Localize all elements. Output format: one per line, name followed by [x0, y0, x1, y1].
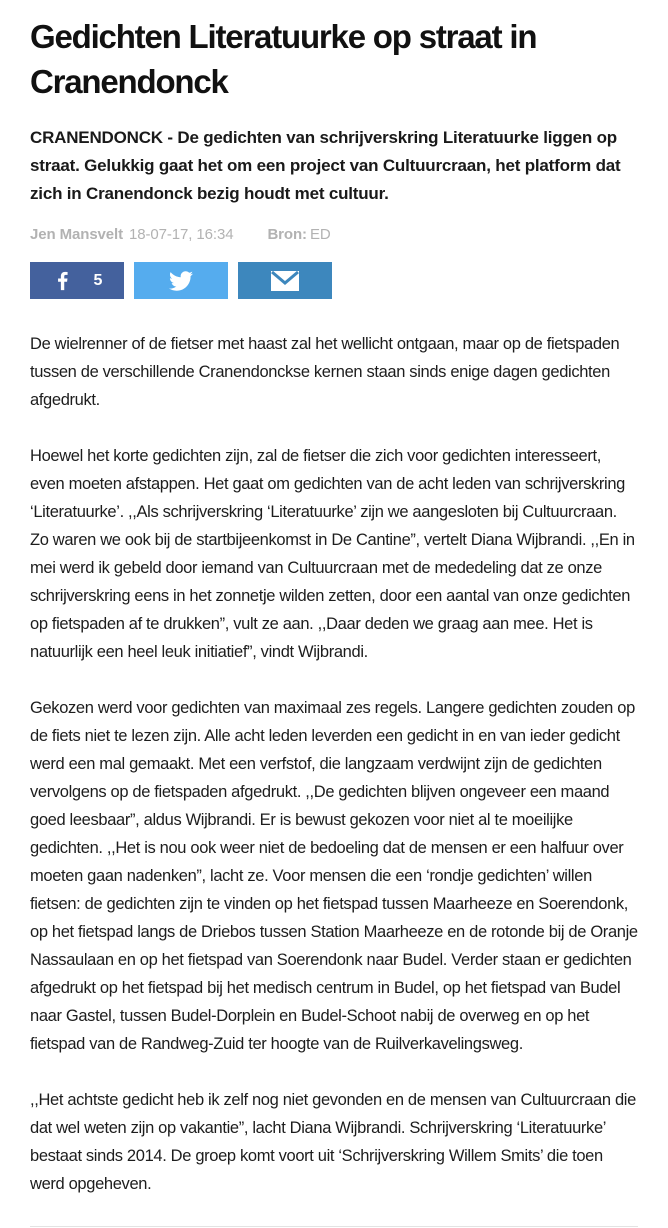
source — [267, 226, 330, 243]
byline — [30, 225, 638, 245]
share-buttons — [30, 262, 638, 299]
source-label: Bron: — [267, 226, 307, 243]
article-headline: Gedichten Literatuurke op straat in Cranendonck — [30, 18, 537, 100]
article-intro: CRANENDONCK - De gedichten van schrijverskring Literatuurke liggen op straat. Gelukkig gaat het om een project van Cultuurcraan, het platform dat zich in Cranendonck bezig houdt met cultuur. — [30, 128, 621, 203]
email-share-button[interactable] — [238, 262, 332, 299]
article — [30, 14, 638, 1228]
paragraph-4: ,,Het achtste gedicht heb ik zelf nog niet gevonden en de mensen van Cultuurcraan die dat wel weten zijn op vakantie”, lacht Diana Wijbrandi. Schrijverskring ‘Literatuurke’ bestaat sinds 2014. De groep komt voort uit ‘Schrijverskring Willem Smits’ die toen werd opgeheven. — [30, 1091, 636, 1193]
author-name: Jen Mansvelt — [30, 226, 124, 243]
paragraph-1: De wielrenner of de fietser met haast zal het wellicht ontgaan, maar op de fietspaden tussen de verschillende Cranendonckse kernen staan sinds enige dagen gedichten afgedrukt. — [30, 335, 620, 409]
paragraph-2: Hoewel het korte gedichten zijn, zal de fietser die zich voor gedichten interesseert, even moeten afstappen. Het gaat om gedichten van de acht leden van schrijverskring ‘Literatuurke’. ,,Als schrijverskring ‘Literatuurke’ zijn we aangesloten bij Cultuurcraan. Zo waren we ook bij de startbijeenkomst in De Cantine”, vertelt Diana Wijbrandi. ,,En in mei werd ik gebeld door iemand van Cultuurcraan met de mededeling dat ze onze schrijverskring eens in het zonnetje wilden zetten, door een aantal van onze gedichten op fietspaden af te drukken”, vult ze aan. ,,Daar deden we graag aan mee. Het is natuurlijk een heel leuk initiatief”, vindt Wijbrandi. — [30, 447, 635, 661]
facebook-share-button[interactable] — [30, 262, 124, 299]
email-icon — [271, 271, 299, 291]
article-body — [30, 330, 638, 1198]
publish-datetime: 18-07-17, 16:34 — [129, 226, 234, 243]
paragraph-3: Gekozen werd voor gedichten van maximaal zes regels. Langere gedichten zouden op de fiets niet te lezen zijn. Alle acht leden leverden een gedicht in en van ieder gedicht werd een mal gemaakt. Met een verfstof, die langzaam verdwijnt zijn de gedichten vervolgens op de fietspaden afgedrukt. ,,De gedichten blijven ongeveer een maand goed leesbaar”, aldus Wijbrandi. Er is bewust gekozen voor niet al te moeilijke gedichten. ,,Het is nou ook weer niet de bedoeling dat de mensen er een halfuur over moeten gaan nadenken”, lacht ze. Voor mensen die een ‘rondje gedichten’ willen fietsen: de gedichten zijn te vinden op het fietspad tussen Maarheeze en Soerendonk, op het fietspad langs de Driebos tussen Station Maarheeze en de rotonde bij de Oranje Nassaulaan en op het fietspad van Soerendonk naar Budel. Verder staan er gedichten afgedrukt op het fietspad bij het medisch centrum in Budel, op het fietspad van Budel naar Gastel, tussen Budel-Dorplein en Budel-Schoot nabij de overweg en op het fietspad van de Randweg-Zuid ter hoogte van de Ruilverkavelingsweg. — [30, 699, 638, 1053]
twitter-icon — [169, 269, 193, 293]
source-value: ED — [309, 226, 331, 243]
facebook-share-count: 5 — [93, 271, 103, 289]
twitter-share-button[interactable] — [134, 262, 228, 299]
facebook-icon — [52, 270, 74, 292]
